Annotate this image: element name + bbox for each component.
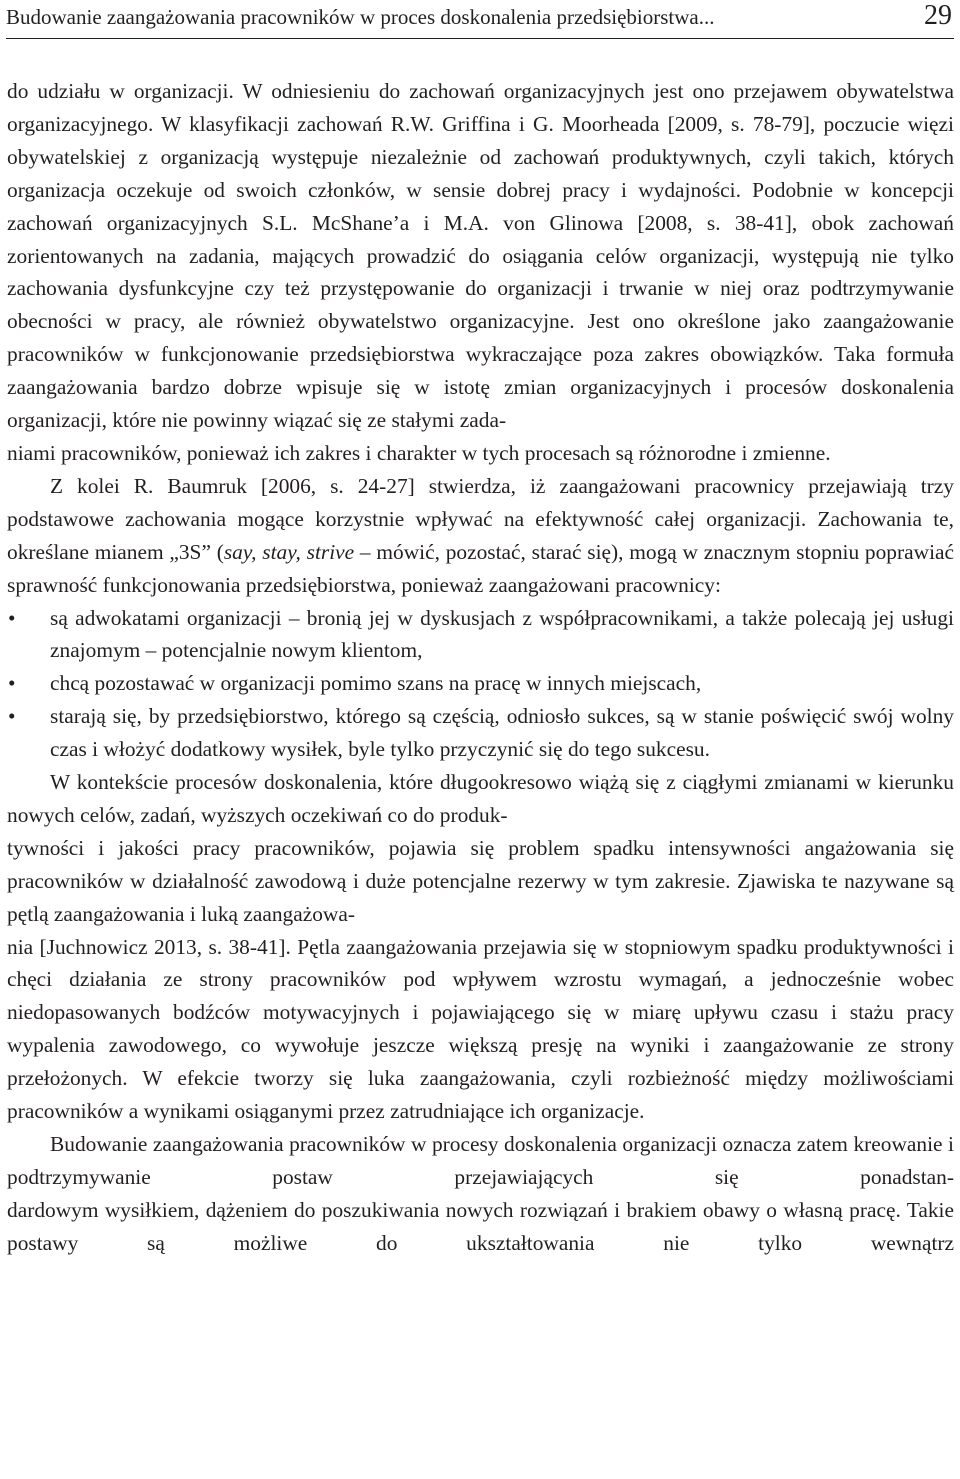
paragraph-text: Z kolei R. Baumruk [2006, s. 24-27] stwierdza, iż zaangażowani pracownicy przejawiają trzy podstawowe zachowania mogące korzystnie wpływać na efektywność całej organizacji. Zachowania te, określane mianem „3S” ( xyxy=(7,473,954,564)
paragraph-budowanie-zaangazowania: Budowanie zaangażowania pracowników w procesy doskonalenia organizacji oznacza zatem kreowanie i podtrzymywanie postaw przejawiających się ponadstan- dardowym wysiłkiem, dążeniem do poszukiwania nowych rozwiązań i brakiem obawy o własną pracę. Takie postawy są możliwe do ukształtowania nie tylko wewnątrz xyxy=(7,1132,954,1255)
bullet-list xyxy=(7,602,954,767)
list-item xyxy=(7,667,954,700)
italic-term: say, stay, strive xyxy=(223,539,355,564)
list-item-text: chcą pozostawać w organizacji pomimo szans na pracę w innych miejscach, xyxy=(50,671,702,696)
list-item-text: starają się, by przedsiębiorstwo, którego są częścią, odniosło sukces, są w stanie poświęcić swój wolny czas i włożyć dodatkowy wysiłek, byle tylko przyczynić się do tego sukcesu. xyxy=(50,704,954,762)
paragraph-petla-zaangazowania: W kontekście procesów doskonalenia, które długookresowo wiążą się z ciągłymi zmianami w kierunku nowych celów, zadań, wyższych oczekiwań co do produk- tywności i jakości pracy pracowników, pojawia się problem spadku intensywności angażowania się pracowników w działalność zawodową i duże potencjalne rezerwy w tym zakresie. Zjawiska te nazywane są pętlą zaangażowania i luką zaangażowa- nia [Juchnowicz 2013, s. 38-41]. Pętla zaangażowania przejawia się w stopniowym spadku produktywności i chęci działania ze strony pracowników pod wpływem wzrostu wymagań, a jednocześnie wobec niedopasowanych bodźców motywacyjnych i pojawiającego się w miarę upływu czasu i stażu pracy wypalenia zawodowego, co wywołuje jeszcze większą presję na wyniki i zaangażowanie ze strony przełożonych. W efekcie tworzy się luka zaangażowania, czyli rozbieżność między możliwościami pracowników a wynikami osiąganymi przez zatrudniające ich organizacje. xyxy=(7,770,954,1124)
running-header xyxy=(6,0,954,39)
paragraph-obywatelstwo: do udziału w organizacji. W odniesieniu do zachowań organizacyjnych jest ono przejawem obywatelstwa organizacyjnego. W klasyfikacji zachowań R.W. Griffina i G. Moorheada [2009, s. 78-79], poczucie więzi obywatelskiej z organizacją występuje niezależnie od zachowań produktywnych, czyli takich, których organizacja oczekuje od swoich członków, w sensie dobrej pracy i wydajności. Podobnie w koncepcji zachowań organizacyjnych S.L. McShane’a i M.A. von Glinowa [2008, s. 38-41], obok zachowań zorientowanych na zadania, mających prowadzić do osiągania celów organizacji, występują nie tylko zachowania dysfunkcyjne czy też przystępowanie do organizacji i trwanie w niej oraz podtrzymywanie obecności w pracy, ale również obywatelstwo organizacyjne. Jest ono określone jako zaangażowanie pracowników w funkcjonowanie przedsiębiorstwa wykraczające poza zakres obowiązków. Taka formuła zaangażowania bardzo dobrze wpisuje się w istotę zmian organizacyjnych i procesów doskonalenia organizacji, które nie powinny wiązać się ze stałymi zada- niami pracowników, ponieważ ich zakres i charakter w tych procesach są różnorodne i zmienne. xyxy=(7,79,954,465)
paragraph-text: nia [Juchnowicz 2013, s. 38-41]. Pętla zaangażowania przejawia się w stopniowym spadku produktywności i chęci działania ze strony pracowników pod wpływem wzrostu wymagań, a jednocześnie wobec niedopasowanych bodźców motywacyjnych i pojawiającego się w miarę upływu czasu i stażu pracy wypalenia zawodowego, co wywołuje jeszcze większą presję na wyniki i zaangażowanie ze strony przełożonych. W efekcie tworzy się luka zaangażowania, czyli rozbieżność między możliwościami pracowników a wynikami osiąganymi przez zatrudniające ich organizacje. xyxy=(7,934,954,1124)
list-item xyxy=(7,700,954,766)
paragraph-baumruk xyxy=(7,470,954,602)
list-item xyxy=(7,602,954,668)
running-header-title: Budowanie zaangażowania pracowników w proces doskonalenia przedsiębiorstwa... xyxy=(6,5,715,29)
bullet-icon: • xyxy=(8,704,16,729)
page-number: 29 xyxy=(924,0,952,31)
paragraph-text: niami pracowników, ponieważ ich zakres i charakter w tych procesach są różnorodne i zmienne. xyxy=(7,440,831,465)
list-item-text: są adwokatami organizacji – bronią jej w dyskusjach z współpracownikami, a także polecają jej usługi znajomym – potencjalnie nowym klientom, xyxy=(50,605,954,663)
paragraph-text: tywności i jakości pracy pracowników, pojawia się problem spadku intensywności angażowania się pracowników w działalność zawodową i duże potencjalne rezerwy w tym zakresie. Zjawiska te nazywane są pętlą zaangażowania i luką zaangażowa xyxy=(7,835,954,926)
bullet-icon: • xyxy=(8,671,16,696)
paragraph-text: do udziału w organizacji. W odniesieniu do zachowań organizacyjnych jest ono przejawem obywatelstwa organizacyjnego. W klasyfikacji zachowań R.W. Griffina i G. Moorheada [2009, s. 78-79], poczucie więzi obywatelskiej z organizacją występuje niezależnie od zachowań produktywnych, czyli takich, których organizacja oczekuje od swoich członków, w sensie dobrej pracy i wydajności. Podobnie w koncepcji zachowań organizacyjnych S.L. McShane’a i M.A. von Glinowa [2008, s. 38-41], obok zachowań zorientowanych na zadania, mających prowadzić do osiągania celów organizacji, występują nie tylko zachowania dysfunkcyjne czy też przystępowanie do organizacji i trwanie w niej oraz podtrzymywanie obecności w pracy, ale również obywatelstwo organizacyjne. Jest ono określone jako zaangażowanie pracowników w funkcjonowanie przedsiębiorstwa wykraczające poza zakres obowiązków. Taka formuła zaangażowania bardzo dobrze wpisuje się w istotę zmian organizacyjnych i procesów doskonalenia organizacji, które nie powinny wiązać się ze stałymi zada xyxy=(7,79,954,433)
paragraph-text: W kontekście procesów doskonalenia, które długookresowo wiążą się z ciągłymi zmianami w kierunku nowych celów, zadań, wyższych oczekiwań co do produk xyxy=(7,770,954,827)
paragraph-text: – mówić, pozostać, starać się), mogą w znacznym stopniu poprawiać sprawność funkcjonowania przedsiębiorstwa, ponieważ zaangażowani pracownicy: xyxy=(7,539,954,597)
paragraph-text: dardowym wysiłkiem, dążeniem do poszukiwania nowych rozwiązań i brakiem obawy o własną pracę. Takie postawy są możliwe do ukształtowania nie tylko wewnątrz xyxy=(7,1197,954,1255)
bullet-icon: • xyxy=(8,605,16,630)
page-body xyxy=(7,75,954,1260)
paragraph-text: Budowanie zaangażowania pracowników w procesy doskonalenia organizacji oznacza zatem kreowanie i podtrzymywanie postaw przejawiających się ponadstan xyxy=(7,1132,954,1189)
